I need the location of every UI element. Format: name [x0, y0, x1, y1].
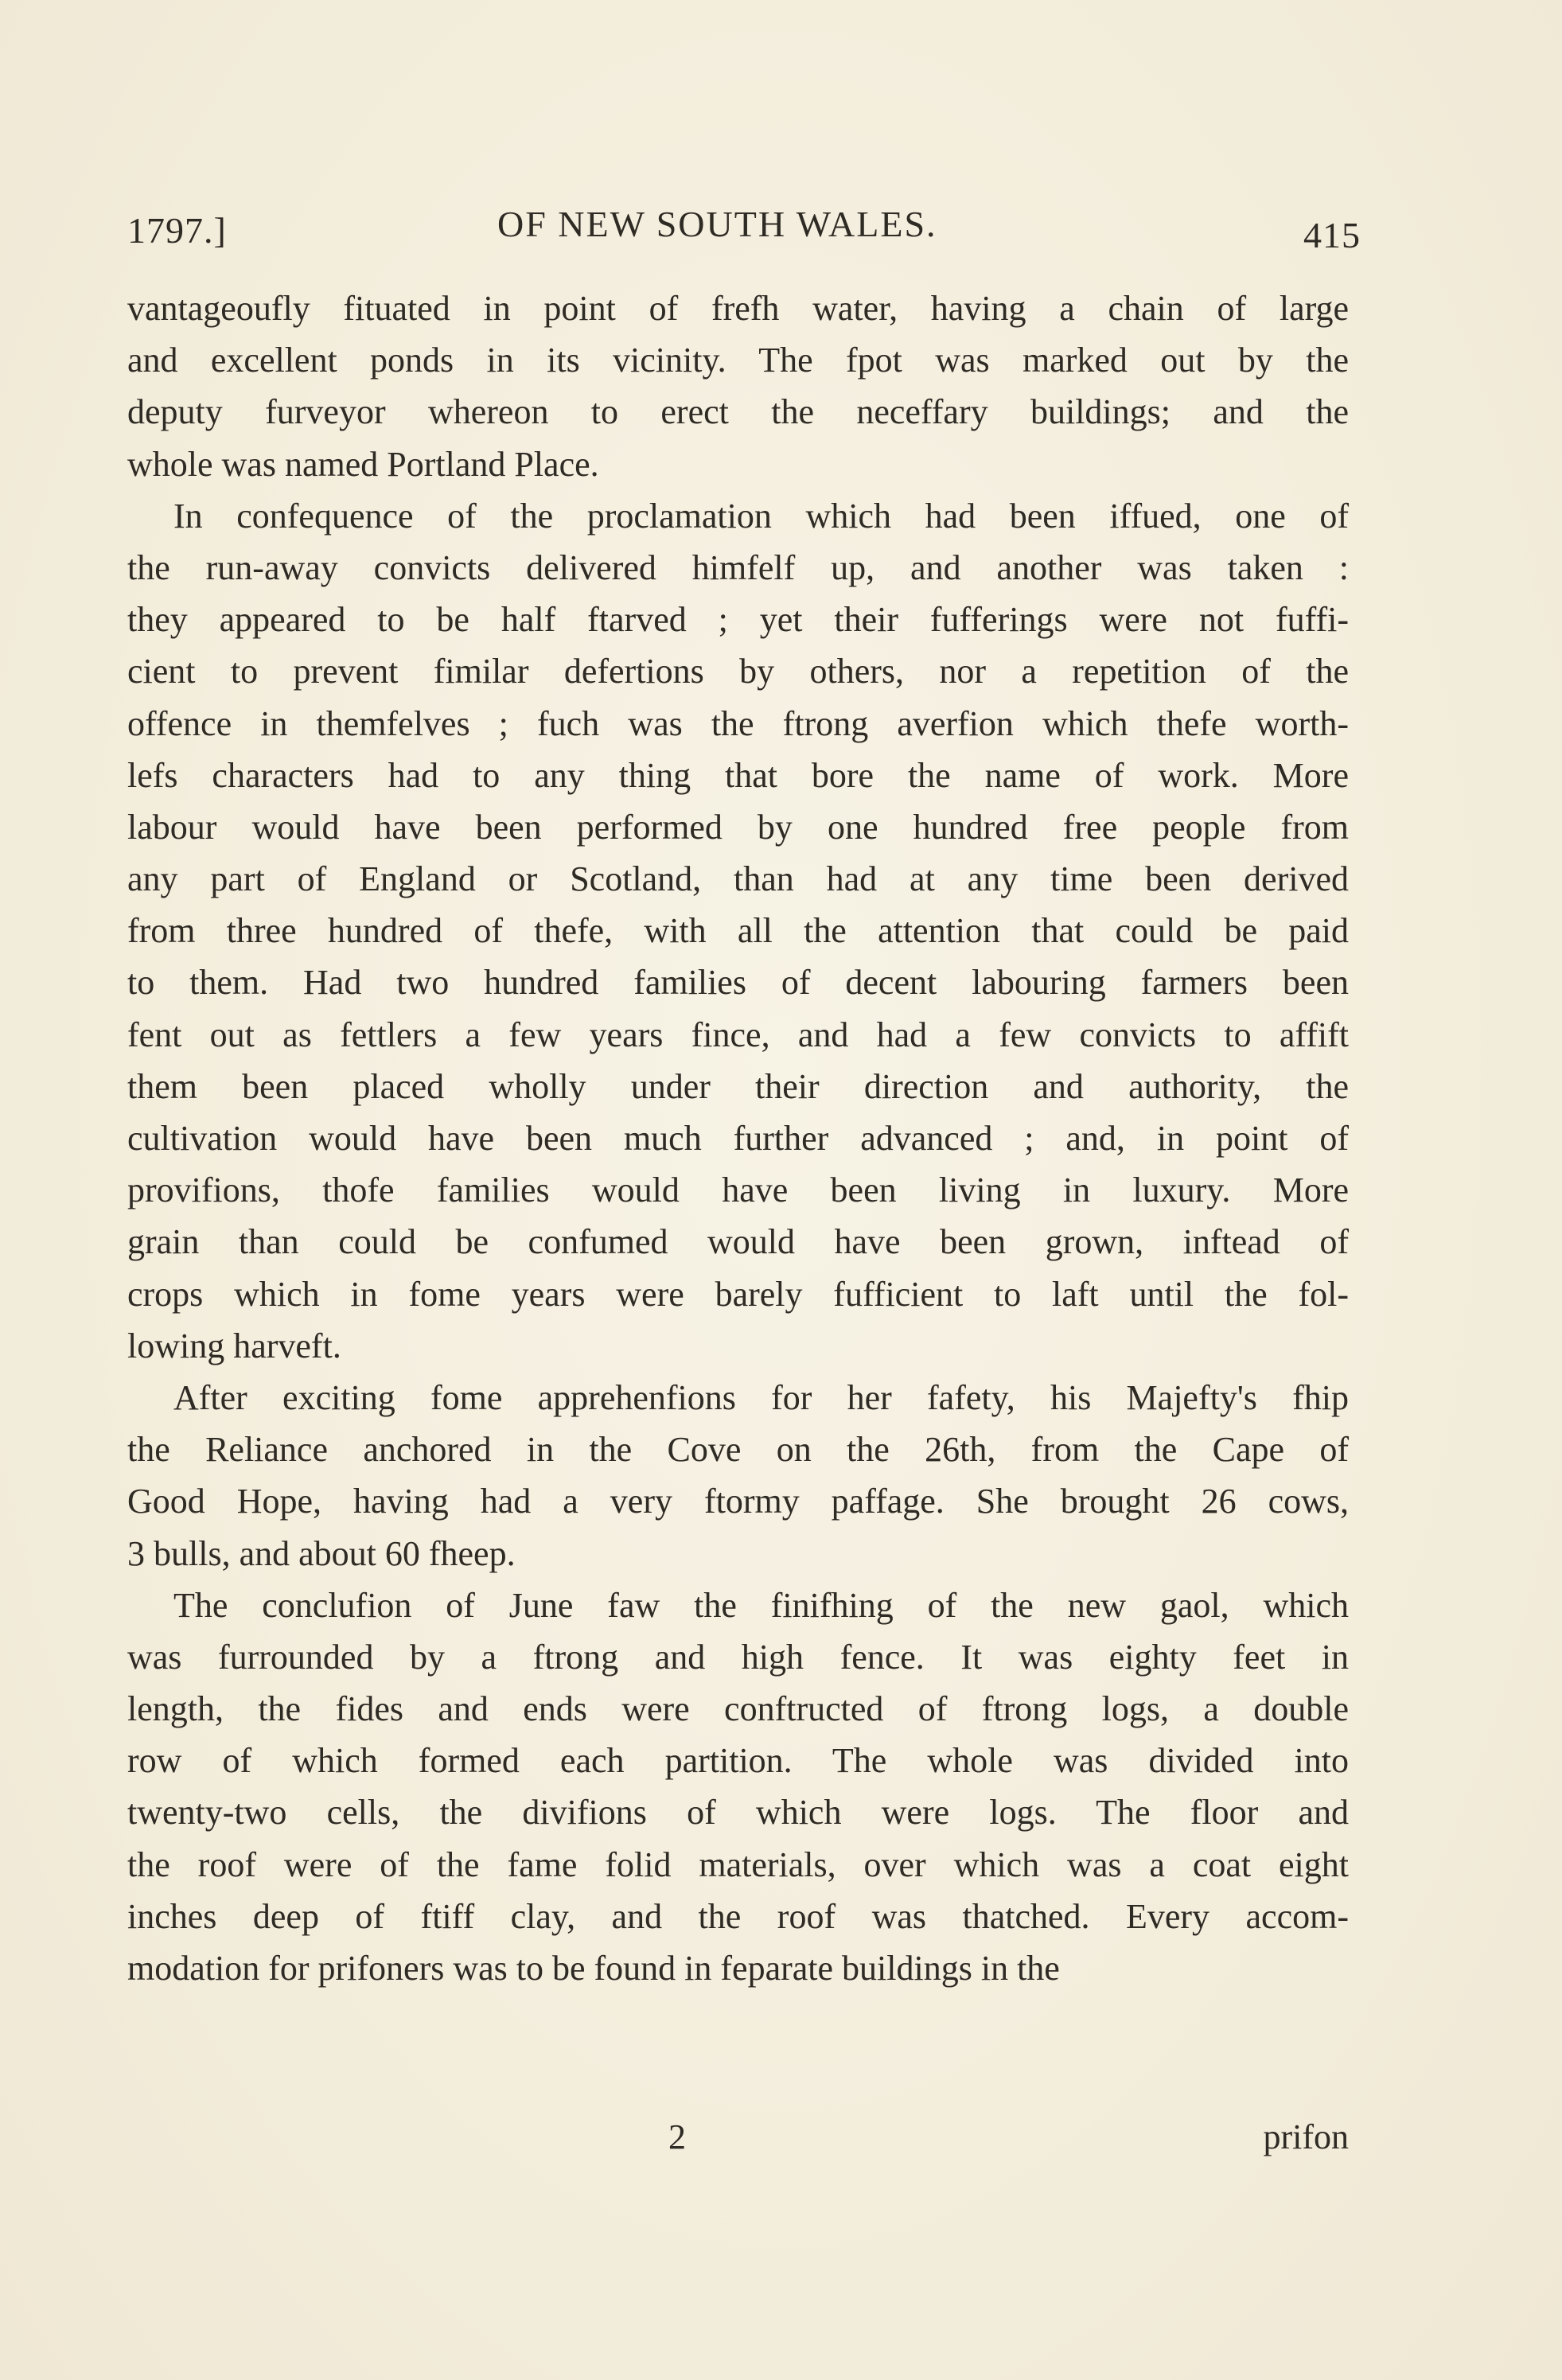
running-head-title: OF NEW SOUTH WALES.	[497, 204, 937, 244]
text-line: and excellent ponds in its vicinity. The fpot was marked out by the	[127, 341, 1349, 380]
text-line: grain than could be confumed would have been grown, inftead of	[127, 1222, 1349, 1262]
text-line: cultivation would have been much further advanced ; and, in point of	[127, 1119, 1349, 1158]
text-line: any part of England or Scotland, than had at any time been derived	[127, 859, 1349, 899]
catchword: prifon	[1263, 2117, 1349, 2156]
text-line: modation for prifoners was to be found in feparate buildings in the	[127, 1949, 1060, 1988]
text-line: whole was named Portland Place.	[127, 444, 599, 484]
text-line: the Reliance anchored in the Cove on the 26th, from the Cape of	[127, 1430, 1349, 1470]
text-line: row of which formed each partition. The whole was divided into	[127, 1741, 1349, 1781]
body-text	[127, 282, 1349, 1994]
text-line: offence in themfelves ; fuch was the ftrong averfion which thefe worth-	[127, 703, 1349, 743]
signature-mark: 2	[668, 2117, 686, 2156]
text-line: inches deep of ftiff clay, and the roof was thatched. Every accom-	[127, 1896, 1349, 1936]
text-line: crops which in fome years were barely fufficient to laft until the fol-	[127, 1274, 1349, 1314]
text-line: the roof were of the fame folid materials, over which was a coat eight	[127, 1844, 1349, 1884]
paragraph	[127, 490, 1349, 1372]
page-number: 415	[1303, 215, 1361, 255]
text-line: them been placed wholly under their direction and authority, the	[127, 1066, 1349, 1106]
text-line: In confequence of the proclamation which had been iffued, one of	[173, 496, 1349, 536]
text-line: fent out as fettlers a few years fince, and had a few convicts to affift	[127, 1015, 1349, 1054]
paragraph	[127, 282, 1349, 490]
text-line: After exciting fome apprehenfions for her fafety, his Majefty's fhip	[173, 1377, 1349, 1417]
text-line: they appeared to be half ftarved ; yet their fufferings were not fuffi-	[127, 600, 1349, 640]
paragraph	[127, 1372, 1349, 1580]
text-line: labour would have been performed by one hundred free people from	[127, 807, 1349, 847]
text-line: cient to prevent fimilar defertions by others, nor a repetition of the	[127, 652, 1349, 691]
text-line: lefs characters had to any thing that bore the name of work. More	[127, 755, 1349, 795]
text-line: to them. Had two hundred families of decent labouring farmers been	[127, 963, 1349, 1003]
text-line: The conclufion of June faw the finifhing of the new gaol, which	[173, 1585, 1349, 1625]
text-line: lowing harveft.	[127, 1326, 341, 1365]
running-head	[127, 203, 1361, 259]
text-line: provifions, thofe families would have been living in luxury. More	[127, 1171, 1349, 1210]
paragraph	[127, 1580, 1349, 1995]
text-line: deputy furveyor whereon to erect the neceffary buildings; and the	[127, 392, 1349, 432]
text-line: the run-away convicts delivered himfelf up, and another was taken :	[127, 547, 1349, 587]
text-line: 3 bulls, and about 60 fheep.	[127, 1533, 516, 1573]
text-line: Good Hope, having had a very ftormy paffage. She brought 26 cows,	[127, 1482, 1349, 1521]
text-line: length, the fides and ends were conftructed of ftrong logs, a double	[127, 1689, 1349, 1729]
text-line: vantageoufly fituated in point of frefh water, having a chain of large	[127, 289, 1349, 328]
text-line: was furrounded by a ftrong and high fence. It was eighty feet in	[127, 1637, 1349, 1677]
text-line: from three hundred of thefe, with all the attention that could be paid	[127, 911, 1349, 951]
running-head-year: 1797.]	[127, 210, 227, 251]
page-footer	[127, 2117, 1349, 2172]
text-line: twenty-two cells, the divifions of which were logs. The floor and	[127, 1793, 1349, 1833]
